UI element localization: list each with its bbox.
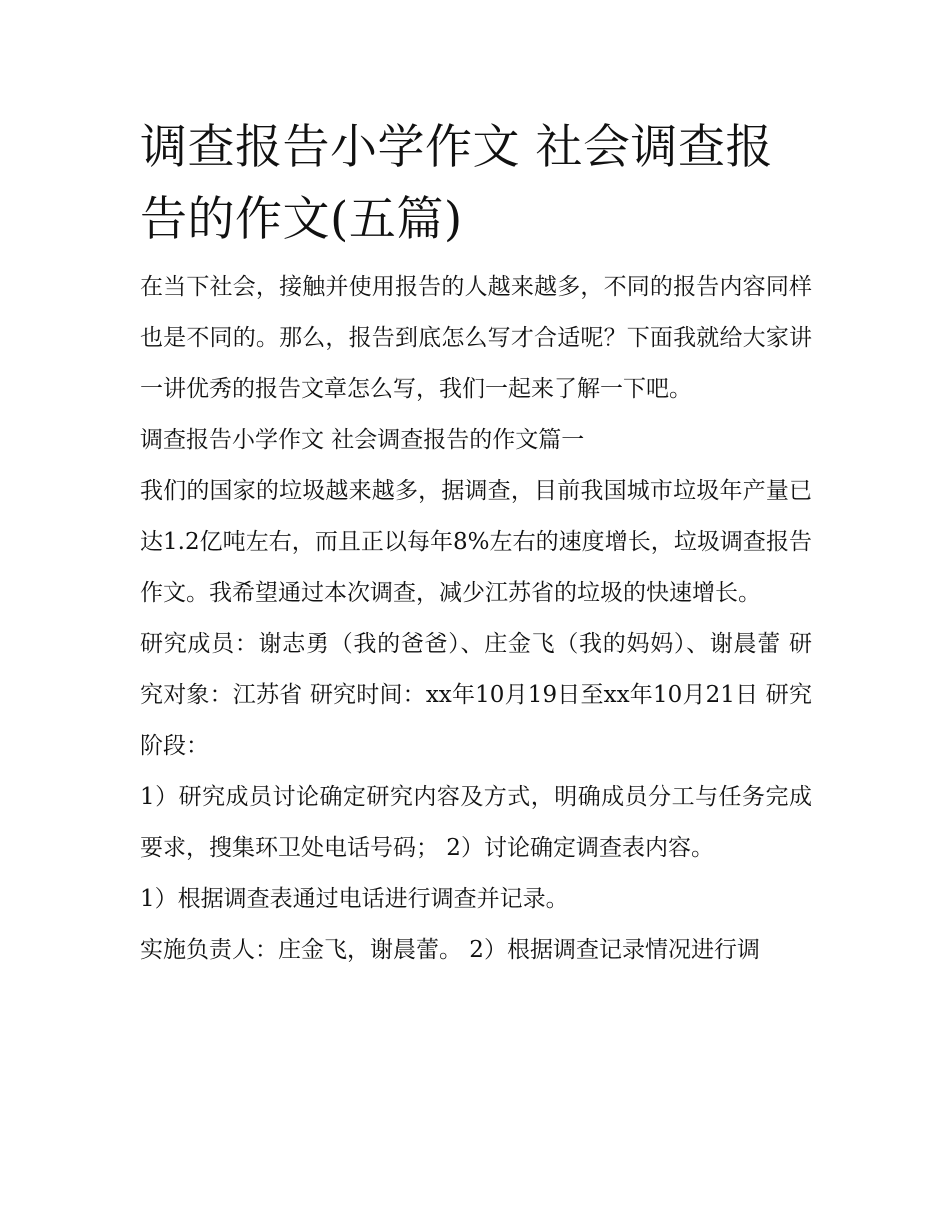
document-body — [140, 262, 812, 976]
intro-paragraph: 在当下社会，接触并使用报告的人越来越多，不同的报告内容同样也是不同的。那么，报告到底怎么写才合适呢？下面我就给大家讲一讲优秀的报告文章怎么写，我们一起来了解一下吧。 — [140, 274, 812, 402]
body-paragraph: 1）研究成员讨论确定研究内容及方式，明确成员分工与任务完成要求，搜集环卫处电话号码； 2）讨论确定调查表内容。 — [140, 784, 812, 861]
section-heading: 调查报告小学作文 社会调查报告的作文篇一 — [140, 427, 585, 453]
body-paragraph: 1）根据调查表通过电话进行调查并记录。 — [140, 886, 569, 912]
document-title: 调查报告小学作文 社会调查报告的作文(五篇) — [140, 120, 773, 247]
body-paragraph: 研究成员：谢志勇（我的爸爸）、庄金飞（我的妈妈）、谢晨蕾 研究对象：江苏省 研究时间：xx年10月19日至xx年10月21日 研究阶段： — [140, 631, 812, 759]
body-paragraph: 实施负责人：庄金飞，谢晨蕾。 2）根据调查记录情况进行调 — [140, 937, 760, 963]
document-page — [140, 0, 812, 976]
body-paragraph: 我们的国家的垃圾越来越多，据调查，目前我国城市垃圾年产量已达1.2亿吨左右，而且正以每年8%左右的速度增长，垃圾调查报告作文。我希望通过本次调查，减少江苏省的垃圾的快速增长。 — [140, 478, 812, 606]
